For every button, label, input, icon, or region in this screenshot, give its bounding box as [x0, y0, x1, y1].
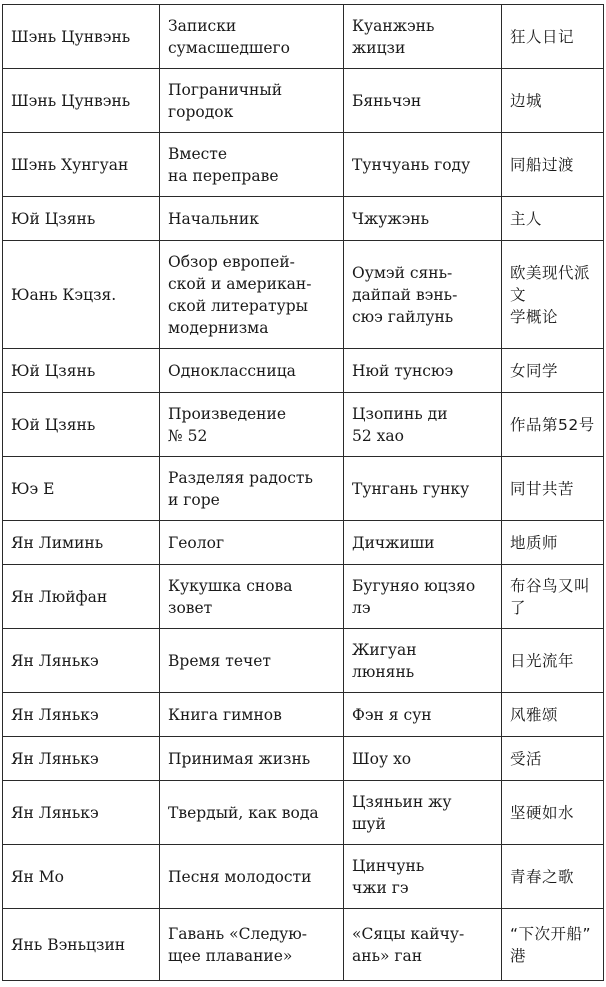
pinyin-title-cell: Цзопинь ди 52 хао [344, 393, 502, 457]
chinese-title-cell: 布谷鸟又叫了 [502, 565, 604, 629]
table-row [3, 521, 604, 565]
author-cell: Ян Мо [3, 845, 160, 909]
author-cell: Юй Цзянь [3, 393, 160, 457]
chinese-title-cell: 主人 [502, 197, 604, 241]
author-cell: Юй Цзянь [3, 349, 160, 393]
russian-title-cell: Принимая жизнь [160, 737, 344, 781]
chinese-title-cell: 青春之歌 [502, 845, 604, 909]
table-row [3, 845, 604, 909]
chinese-title-cell: 边城 [502, 69, 604, 133]
author-cell: Ян Люйфан [3, 565, 160, 629]
pinyin-title-cell: Цзяньин жу шуй [344, 781, 502, 845]
russian-title-cell: Кукушка снова зовет [160, 565, 344, 629]
table-row [3, 457, 604, 521]
book-title-table [2, 4, 604, 981]
author-cell: Юань Кэцзя. [3, 241, 160, 349]
table-row [3, 241, 604, 349]
pinyin-title-cell: Нюй тунсюэ [344, 349, 502, 393]
table-row [3, 737, 604, 781]
pinyin-title-cell: «Сяцы кайчу- ань» ган [344, 909, 502, 981]
pinyin-title-cell: Оумэй сянь- дайпай вэнь- сюэ гайлунь [344, 241, 502, 349]
chinese-title-cell: 欧美现代派文 学概论 [502, 241, 604, 349]
author-cell: Шэнь Цунвэнь [3, 69, 160, 133]
pinyin-title-cell: Бяньчэн [344, 69, 502, 133]
author-cell: Ян Лиминь [3, 521, 160, 565]
pinyin-title-cell: Тунчуань году [344, 133, 502, 197]
author-cell: Ян Лянькэ [3, 781, 160, 845]
russian-title-cell: Время течет [160, 629, 344, 693]
pinyin-title-cell: Бугуняо юцзяо лэ [344, 565, 502, 629]
chinese-title-cell: 受活 [502, 737, 604, 781]
pinyin-title-cell: Фэн я сун [344, 693, 502, 737]
author-cell: Шэнь Хунгуан [3, 133, 160, 197]
pinyin-title-cell: Чжужэнь [344, 197, 502, 241]
chinese-title-cell: 狂人日记 [502, 5, 604, 69]
pinyin-title-cell: Цинчунь чжи гэ [344, 845, 502, 909]
russian-title-cell: Пограничный городок [160, 69, 344, 133]
author-cell: Янь Вэньцзин [3, 909, 160, 981]
chinese-title-cell: 风雅颂 [502, 693, 604, 737]
table-row [3, 565, 604, 629]
russian-title-cell: Гавань «Следую- щее плавание» [160, 909, 344, 981]
table-row [3, 133, 604, 197]
table-row [3, 349, 604, 393]
russian-title-cell: Начальник [160, 197, 344, 241]
author-cell: Ян Лянькэ [3, 693, 160, 737]
russian-title-cell: Геолог [160, 521, 344, 565]
author-cell: Юй Цзянь [3, 197, 160, 241]
table-row [3, 69, 604, 133]
author-cell: Ян Лянькэ [3, 629, 160, 693]
author-cell: Ян Лянькэ [3, 737, 160, 781]
russian-title-cell: Обзор европей- ской и американ- ской литературы модернизма [160, 241, 344, 349]
chinese-title-cell: 日光流年 [502, 629, 604, 693]
author-cell: Юэ Е [3, 457, 160, 521]
pinyin-title-cell: Тунгань гунку [344, 457, 502, 521]
russian-title-cell: Разделяя радость и горе [160, 457, 344, 521]
pinyin-title-cell: Шоу хо [344, 737, 502, 781]
chinese-title-cell: 同船过渡 [502, 133, 604, 197]
table-row [3, 629, 604, 693]
table-row [3, 909, 604, 981]
chinese-title-cell: 同甘共苦 [502, 457, 604, 521]
pinyin-title-cell: Жигуан люнянь [344, 629, 502, 693]
russian-title-cell: Песня молодости [160, 845, 344, 909]
chinese-title-cell: “下次开船” 港 [502, 909, 604, 981]
table-row [3, 693, 604, 737]
russian-title-cell: Записки сумасшедшего [160, 5, 344, 69]
chinese-title-cell: 作品第52号 [502, 393, 604, 457]
russian-title-cell: Книга гимнов [160, 693, 344, 737]
table-row [3, 781, 604, 845]
pinyin-title-cell: Дичжиши [344, 521, 502, 565]
pinyin-title-cell: Куанжэнь жицзи [344, 5, 502, 69]
table-row [3, 5, 604, 69]
author-cell: Шэнь Цунвэнь [3, 5, 160, 69]
chinese-title-cell: 女同学 [502, 349, 604, 393]
russian-title-cell: Произведение № 52 [160, 393, 344, 457]
table-row [3, 197, 604, 241]
russian-title-cell: Твердый, как вода [160, 781, 344, 845]
chinese-title-cell: 坚硬如水 [502, 781, 604, 845]
russian-title-cell: Вместе на переправе [160, 133, 344, 197]
table-row [3, 393, 604, 457]
chinese-title-cell: 地质师 [502, 521, 604, 565]
russian-title-cell: Одноклассница [160, 349, 344, 393]
